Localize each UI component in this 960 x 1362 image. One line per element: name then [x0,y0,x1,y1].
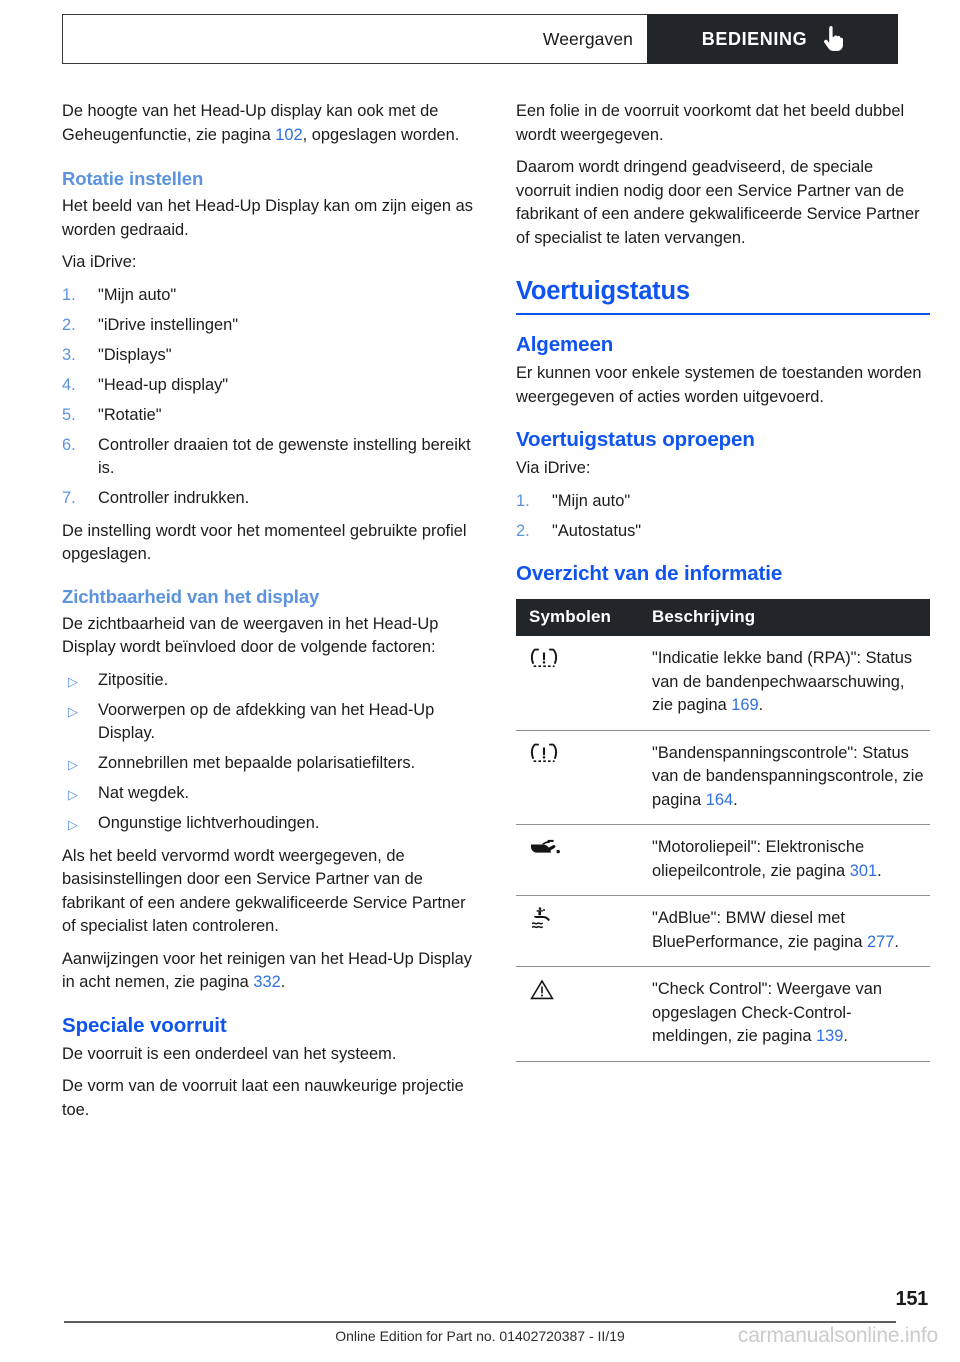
table-header-row [516,599,930,636]
table-row [516,967,930,1062]
header-chapter-label: BEDIENING [701,28,808,49]
page-ref-277[interactable]: 277 [867,932,895,951]
step-number: 5. [62,405,76,424]
step-number: 2. [62,315,76,334]
list-item [62,404,476,428]
step-number: 7. [62,489,76,507]
symbol-cell [516,636,647,730]
list-item [62,434,476,481]
rotatie-steps-list [62,284,476,511]
step-number: 2. [516,521,530,540]
triangle-bullet-icon: ▷ [68,787,78,802]
row-description: "Check Control": Weergave van opgeslagen Check-Control-meldingen, zie pagina [652,980,882,1045]
heading-algemeen: Algemeen [516,333,614,356]
page-header [62,14,898,64]
cleaning-text-before: Aanwijzingen voor het reinigen van het Head-Up Display in acht nemen, zie pagina [62,949,472,991]
step-text: Controller indrukken. [98,489,250,507]
list-item [62,699,476,746]
tire-pressure-monitor-icon [529,742,563,770]
oproepen-steps-list [516,490,930,544]
description-cell [647,730,930,825]
triangle-bullet-icon: ▷ [68,703,78,719]
page-ref-301[interactable]: 301 [849,861,878,880]
row-description-end: . [733,790,738,809]
algemeen-paragraph-1: Er kunnen voor enkele systemen de toestanden worden weergegeven of acties worden uitgevoerd. [516,364,922,406]
intro-text-before: De hoogte van het Head-Up display kan ook met de Geheugenfunctie, zie pagina [62,102,439,144]
description-cell [647,896,930,967]
symbol-cell [516,825,647,896]
triangle-bullet-icon: ▷ [68,673,78,689]
list-item [62,284,476,308]
zichtbaarheid-paragraph-3 [62,948,476,995]
zichtbaarheid-paragraph-1: De zichtbaarheid van de weergaven in het Head-Up Display wordt beïnvloed door de volgende factoren: [62,614,439,656]
heading-speciale-voorruit: Speciale voorruit [62,1013,227,1037]
page-ref-164[interactable]: 164 [705,790,734,809]
step-number: 6. [62,435,76,454]
row-description: "AdBlue": BMW diesel met BluePerformance, zie pagina [652,909,868,951]
cleaning-text-after: . [280,973,286,991]
page-ref-169[interactable]: 169 [731,696,759,714]
list-item [62,752,476,776]
right-text-column [516,100,930,1062]
speciale-voorruit-paragraph-1: De voorruit is een onderdeel van het systeem. [62,1044,397,1063]
zichtbaarheid-paragraph-2: Als het beeld vervormd wordt weergegeven, de basisinstellingen door een Service Partner van de fabrikant of een andere gekwalificeerde Service Partner of specialist laten controleren. [62,846,466,935]
page-ref-139[interactable]: 139 [816,1027,844,1045]
chapter-heading-rule [516,313,930,315]
step-text: "Head-up display" [98,375,229,394]
row-description-end: . [758,696,764,714]
list-item [62,812,476,836]
heading-voertuigstatus-oproepen: Voertuigstatus oproepen [516,428,755,451]
list-item [62,782,476,806]
right-paragraph-1: Een folie in de voorruit voorkomt dat het beeld dubbel wordt weergegeven. [516,102,905,144]
column-header-beschrijving: Beschrijving [647,599,930,636]
step-number: 3. [62,345,76,364]
bullet-text: Voorwerpen op de afdekking van het Head-Up Display. [98,700,435,742]
row-description-end: . [877,861,882,880]
description-cell [647,636,930,730]
adblue-icon [529,907,563,935]
triangle-bullet-icon: ▷ [68,757,78,772]
bullet-text: Nat wegdek. [98,784,190,802]
right-paragraph-2: Daarom wordt dringend geadviseerd, de speciale voorruit indien nodig door een Service Partner van de fabrikant of een andere gekwalificeerde Service Partner of specialist te laten vervangen. [516,158,920,247]
oproepen-via-idrive: Via iDrive: [516,459,591,477]
row-description: "Indicatie lekke band (RPA)": Status van de bandenpechwaarschuwing, zie pagina [652,649,913,714]
engine-oil-level-icon [529,836,563,864]
intro-paragraph [62,100,476,147]
symbol-cell [516,896,647,967]
table-row [516,896,930,967]
table-row [516,825,930,896]
row-description-end: . [894,932,899,951]
list-item [62,374,476,398]
heading-zichtbaarheid-van-het-display: Zichtbaarheid van het display [62,585,320,607]
bullet-text: Zitpositie. [98,670,169,689]
header-section-tab [62,14,647,64]
page-number: 151 [895,1288,928,1310]
footer-divider [64,1321,896,1323]
step-text: "Mijn auto" [552,491,631,510]
row-description-end: . [843,1027,848,1045]
step-text: "iDrive instellingen" [98,315,239,334]
rotatie-paragraph-3: De instelling wordt voor het momenteel gebruikte profiel opgeslagen. [62,521,467,563]
step-text: Controller draaien tot de gewenste instelling bereikt is. [98,435,471,477]
edition-notice: Online Edition for Part no. 01402720387 - II/19 [335,1328,625,1344]
step-number: 1. [62,285,76,304]
list-item [516,490,930,514]
header-chapter-tab [647,14,898,64]
chapter-heading-voertuigstatus: Voertuigstatus [516,277,690,305]
rotatie-paragraph-1: Het beeld van het Head-Up Display kan om zijn eigen as worden gedraaid. [62,197,473,239]
list-item [62,344,476,368]
description-cell [647,967,930,1062]
description-cell [647,825,930,896]
symbols-overview-table [516,599,930,1062]
column-header-symbolen: Symbolen [516,599,647,636]
site-watermark: carmanualsonline.info [737,1324,938,1347]
intro-text-after: , opgeslagen worden. [302,125,460,144]
symbol-cell [516,967,647,1062]
list-item [62,314,476,338]
zichtbaarheid-factors-list [62,669,476,836]
tire-pressure-warning-icon [529,647,563,675]
pointing-hand-icon [821,26,843,52]
step-text: "Rotatie" [98,405,162,424]
heading-overzicht-van-de-informatie: Overzicht van de informatie [516,562,783,585]
rotatie-via-idrive: Via iDrive: [62,253,137,271]
header-section-label: Weergaven [542,28,633,49]
left-text-column [62,100,476,1131]
table-row [516,636,930,730]
row-description: "Motoroliepeil": Elektronische oliepeilcontrole, zie pagina [652,838,865,880]
bullet-text: Ongunstige lichtverhoudingen. [98,814,320,832]
list-item [62,669,476,693]
heading-rotatie-instellen: Rotatie instellen [62,168,204,189]
step-text: "Autostatus" [552,521,642,540]
triangle-bullet-icon: ▷ [68,817,78,832]
step-number: 4. [62,375,76,394]
check-control-warning-icon [529,978,563,1006]
list-item [62,487,476,511]
page-ref-102[interactable]: 102 [275,125,303,144]
step-text: "Mijn auto" [98,285,177,304]
step-number: 1. [516,491,530,510]
step-text: "Displays" [98,345,172,364]
list-item [516,520,930,544]
speciale-voorruit-paragraph-2: De vorm van de voorruit laat een nauwkeurige projectie toe. [62,1077,464,1119]
table-row [516,730,930,825]
page-ref-332[interactable]: 332 [253,973,281,991]
symbol-cell [516,730,647,825]
bullet-text: Zonnebrillen met bepaalde polarisatiefilters. [98,754,416,772]
row-description: "Bandenspanningscontrole": Status van de bandenspanningscontrole, zie pagina [652,743,924,809]
